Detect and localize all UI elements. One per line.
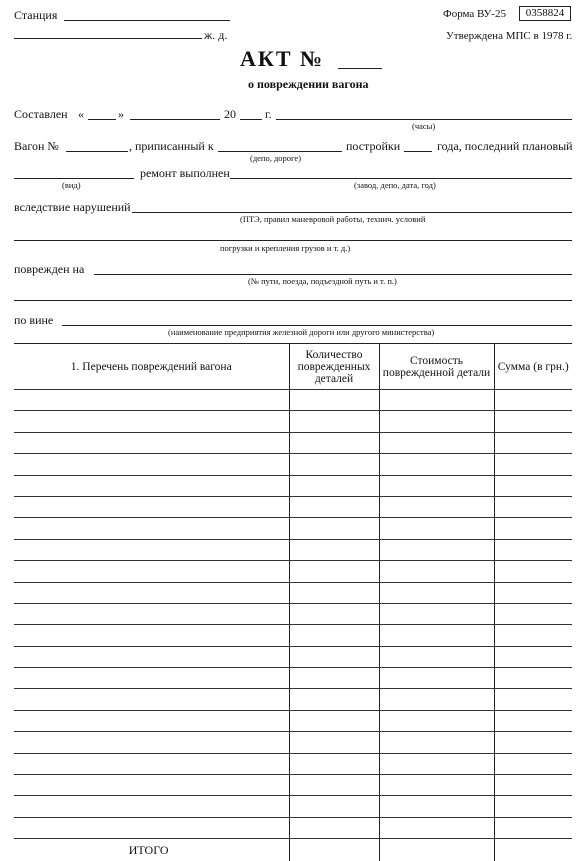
cost-cell[interactable] <box>379 603 494 624</box>
violation-caption-2: погрузки и крепления грузов и т. д.) <box>220 243 350 253</box>
damage-cell[interactable] <box>14 603 289 624</box>
table-row <box>14 496 572 517</box>
wagon-number-field[interactable] <box>66 151 128 152</box>
cost-cell[interactable] <box>379 625 494 646</box>
quantity-cell[interactable] <box>289 710 379 731</box>
violation-field[interactable] <box>132 212 572 213</box>
violation-caption: (ПТЭ, правил маневровой работы, технич. условий <box>240 214 425 224</box>
quantity-cell[interactable] <box>289 753 379 774</box>
cost-cell[interactable] <box>379 475 494 496</box>
cost-cell[interactable] <box>379 796 494 817</box>
quantity-cell[interactable] <box>289 603 379 624</box>
table-row <box>14 775 572 796</box>
quantity-cell[interactable] <box>289 411 379 432</box>
depot-field[interactable] <box>218 151 342 152</box>
damage-cell[interactable] <box>14 475 289 496</box>
year-last-label: года, последний плановый <box>437 139 573 154</box>
damage-cell[interactable] <box>14 539 289 560</box>
repair-field[interactable] <box>230 178 572 179</box>
assigned-label: , приписанный к <box>129 139 214 154</box>
table-row <box>14 539 572 560</box>
sum-cell[interactable] <box>494 603 572 624</box>
cost-cell[interactable] <box>379 775 494 796</box>
cost-cell[interactable] <box>379 732 494 753</box>
damaged-field[interactable] <box>94 274 572 275</box>
repair-caption: (завод, депо, дата, год) <box>354 180 436 190</box>
damaged-caption: (№ пути, поезда, подъездной путь и т. п.) <box>248 276 397 286</box>
quantity-cell[interactable] <box>289 539 379 560</box>
damage-cell[interactable] <box>14 775 289 796</box>
quantity-cell[interactable] <box>289 475 379 496</box>
sum-cell[interactable] <box>494 411 572 432</box>
document-subtitle: о повреждении вагона <box>248 77 368 92</box>
damage-cell[interactable] <box>14 432 289 453</box>
sum-cell[interactable] <box>494 496 572 517</box>
damage-cell[interactable] <box>14 732 289 753</box>
cost-cell[interactable] <box>379 454 494 475</box>
form-number-box: 0358824 <box>519 6 571 21</box>
header-unit-cost: Стоимость поврежденной детали <box>379 344 494 390</box>
quantity-cell[interactable] <box>289 775 379 796</box>
quantity-cell[interactable] <box>289 518 379 539</box>
act-number-field[interactable] <box>338 68 382 69</box>
damage-cell[interactable] <box>14 496 289 517</box>
year-field[interactable] <box>240 119 262 120</box>
table-header-row <box>14 344 572 390</box>
sum-cell[interactable] <box>494 646 572 667</box>
sum-cell[interactable] <box>494 475 572 496</box>
table-row <box>14 646 572 667</box>
quantity-cell[interactable] <box>289 496 379 517</box>
table-row <box>14 582 572 603</box>
total-label: ИТОГО <box>14 839 289 861</box>
fault-field[interactable] <box>62 325 572 326</box>
sum-cell[interactable] <box>494 518 572 539</box>
day-field[interactable] <box>88 119 116 120</box>
table-row <box>14 432 572 453</box>
form-label: Форма ВУ-25 <box>443 8 506 20</box>
type-caption: (вид) <box>62 180 81 190</box>
station-field[interactable] <box>64 20 230 21</box>
table-row <box>14 411 572 432</box>
quantity-cell[interactable] <box>289 625 379 646</box>
total-row <box>14 839 572 861</box>
damage-cell[interactable] <box>14 625 289 646</box>
damage-cell[interactable] <box>14 390 289 411</box>
table-row <box>14 796 572 817</box>
fault-caption: (наименование предприятия железной дороги или другого министерства) <box>168 327 434 337</box>
quantity-cell[interactable] <box>289 561 379 582</box>
damage-cell[interactable] <box>14 518 289 539</box>
quantity-cell[interactable] <box>289 689 379 710</box>
sum-cell[interactable] <box>494 775 572 796</box>
damage-cell[interactable] <box>14 753 289 774</box>
sum-cell[interactable] <box>494 625 572 646</box>
built-label: постройки <box>346 139 400 154</box>
quantity-cell[interactable] <box>289 454 379 475</box>
quantity-cell[interactable] <box>289 390 379 411</box>
damage-table <box>14 343 572 861</box>
table-body <box>14 390 572 861</box>
header-quantity: Количество поврежденных деталей <box>289 344 379 390</box>
quantity-cell[interactable] <box>289 646 379 667</box>
table-row <box>14 561 572 582</box>
station-label: Станция <box>14 8 57 23</box>
cost-cell[interactable] <box>379 753 494 774</box>
cost-cell[interactable] <box>379 411 494 432</box>
quantity-cell[interactable] <box>289 668 379 689</box>
table-row <box>14 518 572 539</box>
damaged-label: поврежден на <box>14 262 84 277</box>
sum-cell[interactable] <box>494 732 572 753</box>
damaged-field-2[interactable] <box>14 300 572 301</box>
table-row <box>14 710 572 731</box>
year-prefix: 20 <box>224 107 236 122</box>
table-row <box>14 454 572 475</box>
header-sum: Сумма (в грн.) <box>494 344 572 390</box>
sum-cell[interactable] <box>494 668 572 689</box>
quantity-cell[interactable] <box>289 796 379 817</box>
sum-cell[interactable] <box>494 689 572 710</box>
table-row <box>14 668 572 689</box>
depot-caption: (депо, дороге) <box>250 153 301 163</box>
total-sum-cell[interactable] <box>494 839 572 861</box>
quantity-cell[interactable] <box>289 732 379 753</box>
year-suffix: г. <box>265 107 272 122</box>
sum-cell[interactable] <box>494 753 572 774</box>
railway-field[interactable] <box>14 38 202 39</box>
cost-cell[interactable] <box>379 518 494 539</box>
repair-type-field[interactable] <box>14 178 134 179</box>
total-quantity-cell[interactable] <box>289 839 379 861</box>
repair-label: ремонт выполнен <box>140 166 230 181</box>
sum-cell[interactable] <box>494 796 572 817</box>
built-year-field[interactable] <box>404 151 432 152</box>
violation-label: вследствие нарушений <box>14 200 131 215</box>
cost-cell[interactable] <box>379 582 494 603</box>
sum-cell[interactable] <box>494 390 572 411</box>
header-damage-list: 1. Перечень повреждений вагона <box>14 344 289 390</box>
cost-cell[interactable] <box>379 390 494 411</box>
table-row <box>14 625 572 646</box>
table-row <box>14 753 572 774</box>
cost-cell[interactable] <box>379 710 494 731</box>
cost-cell[interactable] <box>379 539 494 560</box>
document-title: АКТ № <box>240 46 324 72</box>
damage-cell[interactable] <box>14 411 289 432</box>
quantity-cell[interactable] <box>289 432 379 453</box>
damage-cell[interactable] <box>14 668 289 689</box>
sum-cell[interactable] <box>494 817 572 838</box>
hours-field[interactable] <box>276 119 572 120</box>
compiled-label: Составлен <box>14 107 68 122</box>
sum-cell[interactable] <box>494 454 572 475</box>
sum-cell[interactable] <box>494 582 572 603</box>
table-row <box>14 689 572 710</box>
quantity-cell[interactable] <box>289 582 379 603</box>
cost-cell[interactable] <box>379 668 494 689</box>
quantity-cell[interactable] <box>289 817 379 838</box>
cost-cell[interactable] <box>379 561 494 582</box>
violation-field-2[interactable] <box>14 240 572 241</box>
cost-cell[interactable] <box>379 496 494 517</box>
table-row <box>14 603 572 624</box>
total-cost-cell[interactable] <box>379 839 494 861</box>
damage-cell[interactable] <box>14 710 289 731</box>
table-row <box>14 732 572 753</box>
sum-cell[interactable] <box>494 539 572 560</box>
sum-cell[interactable] <box>494 432 572 453</box>
cost-cell[interactable] <box>379 689 494 710</box>
damage-cell[interactable] <box>14 561 289 582</box>
month-field[interactable] <box>130 119 220 120</box>
damage-cell[interactable] <box>14 817 289 838</box>
hours-caption: (часы) <box>412 121 435 131</box>
damage-cell[interactable] <box>14 796 289 817</box>
sum-cell[interactable] <box>494 710 572 731</box>
sum-cell[interactable] <box>494 561 572 582</box>
damage-cell[interactable] <box>14 646 289 667</box>
damage-cell[interactable] <box>14 454 289 475</box>
table-row <box>14 475 572 496</box>
wagon-label: Вагон № <box>14 139 59 154</box>
cost-cell[interactable] <box>379 432 494 453</box>
quote-open: « <box>78 107 84 122</box>
railway-label: ж. д. <box>204 28 227 43</box>
table-row <box>14 817 572 838</box>
cost-cell[interactable] <box>379 646 494 667</box>
fault-label: по вине <box>14 313 53 328</box>
cost-cell[interactable] <box>379 817 494 838</box>
quote-close: » <box>118 107 124 122</box>
table-row <box>14 390 572 411</box>
damage-cell[interactable] <box>14 689 289 710</box>
damage-cell[interactable] <box>14 582 289 603</box>
approved-note: Утверждена МПС в 1978 г. <box>446 30 572 42</box>
